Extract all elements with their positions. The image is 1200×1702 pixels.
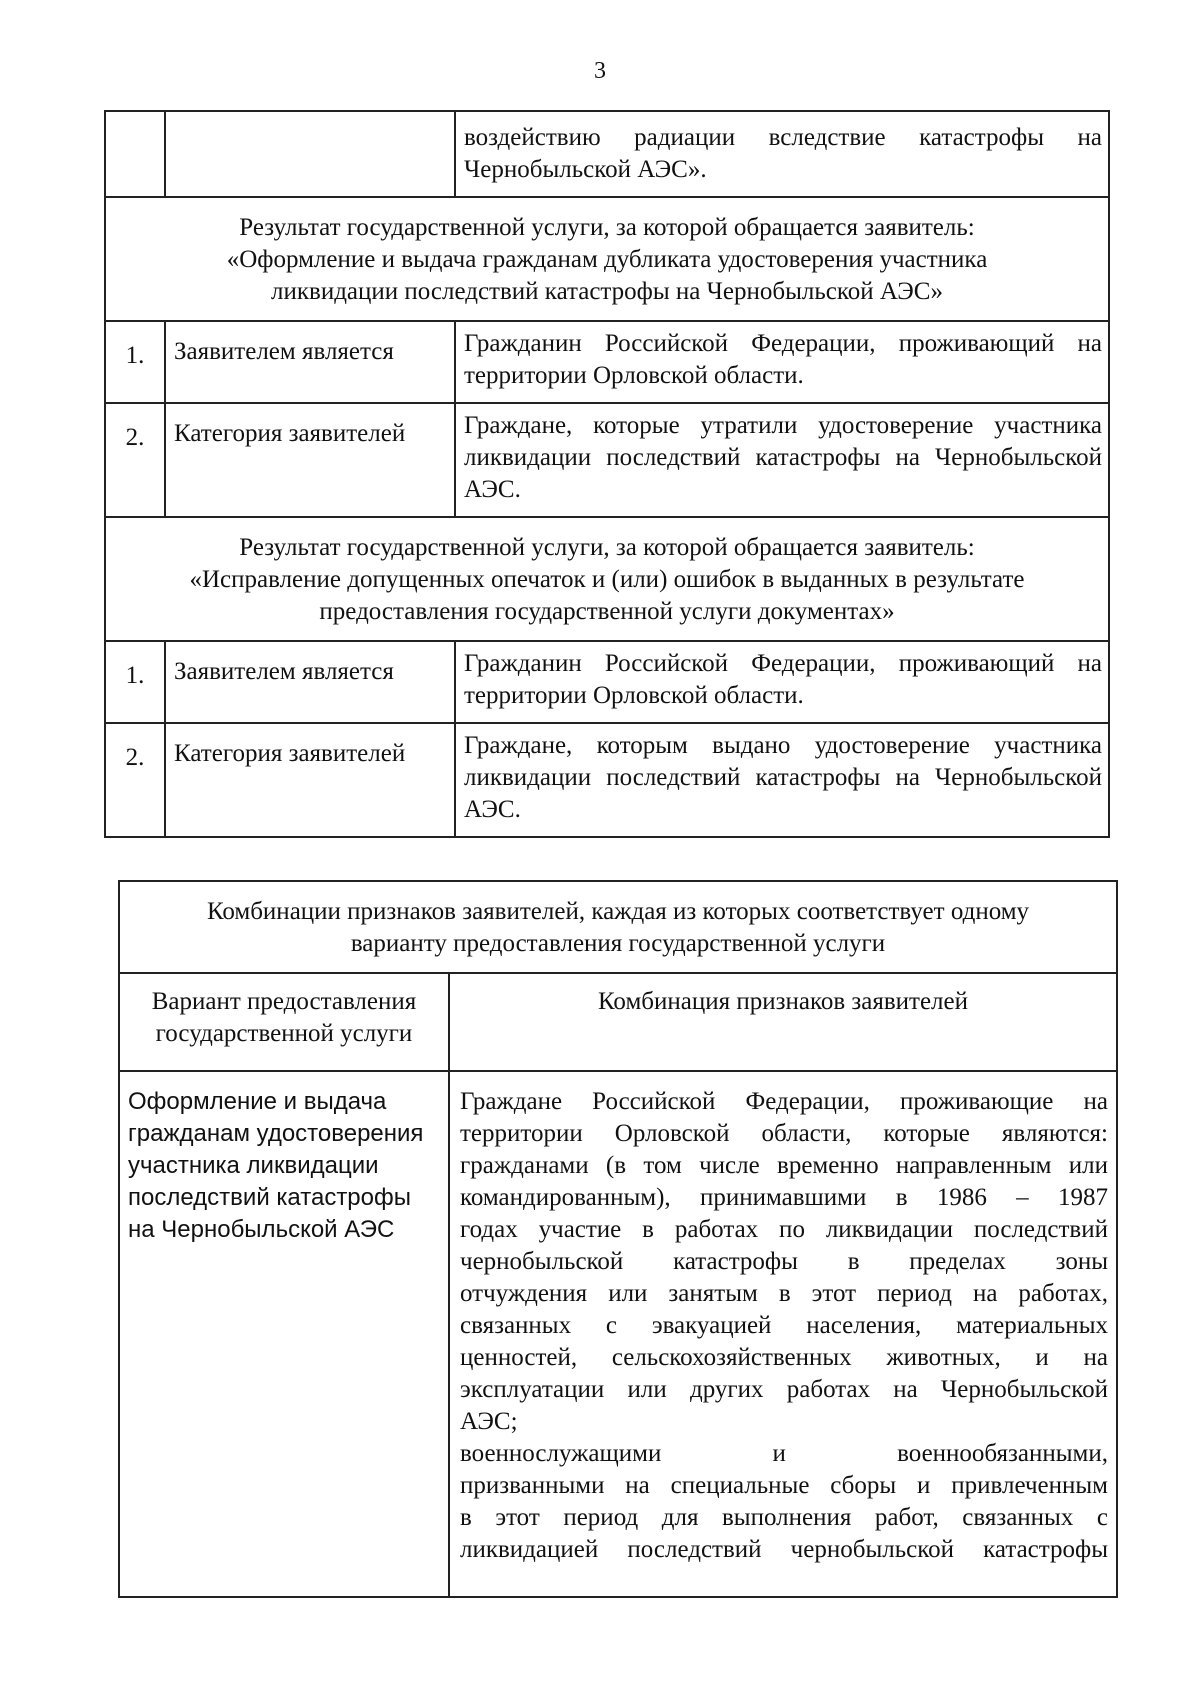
row-value: Гражданин Российской Федерации, проживающий на территории Орловской области.	[455, 321, 1109, 403]
combination-line: чернобыльской катастрофы в пределах зоны	[460, 1248, 1108, 1275]
table-heading-row	[119, 881, 1117, 973]
continuation-text: воздействию радиации вследствие катастрофы на Чернобыльской АЭС».	[455, 111, 1109, 197]
empty-cell	[105, 111, 165, 197]
combination-line: в этот период для выполнения работ, связанных с	[460, 1504, 1108, 1531]
column-header-variant: Вариант предоставления государственной услуги	[119, 973, 449, 1071]
table-row	[105, 403, 1109, 517]
combination-line: отчуждения или занятым в этот период на работах,	[460, 1280, 1108, 1307]
combination-cell	[449, 1071, 1117, 1597]
row-label: Заявителем является	[165, 641, 455, 723]
row-label: Заявителем является	[165, 321, 455, 403]
combination-line: эксплуатации или других работах на Чернобыльской	[460, 1376, 1108, 1403]
combination-line: военнослужащими и военнообязанными,	[460, 1440, 1108, 1467]
combination-line: командированным), принимавшими в 1986 – 1987	[460, 1184, 1108, 1211]
table-row	[105, 723, 1109, 837]
table-row	[105, 641, 1109, 723]
section-heading-row	[105, 517, 1109, 641]
combination-line: территории Орловской области, которые являются:	[460, 1120, 1108, 1147]
combination-line: гражданами (в том числе временно направленным или	[460, 1152, 1108, 1179]
combinations-heading: Комбинации признаков заявителей, каждая из которых соответствует одному варианту предоставления государственной услуги	[119, 881, 1117, 973]
row-number: 2.	[105, 723, 165, 837]
section-heading-corrections: Результат государственной услуги, за которой обращается заявитель: «Исправление допущенных опечаток и (или) ошибок в выданных в результате предоставления государственной услуги документах»	[105, 517, 1109, 641]
combination-line: годах участие в работах по ликвидации последствий	[460, 1216, 1108, 1243]
row-label: Категория заявителей	[165, 403, 455, 517]
table-row	[105, 321, 1109, 403]
applicant-info-table	[104, 110, 1110, 838]
page-number: 3	[594, 58, 606, 84]
row-number: 2.	[105, 403, 165, 517]
table-row	[105, 111, 1109, 197]
combination-line: призванными на специальные сборы и привлеченным	[460, 1472, 1108, 1499]
row-value: Гражданин Российской Федерации, проживающий на территории Орловской области.	[455, 641, 1109, 723]
combination-line: Граждане Российской Федерации, проживающие на	[460, 1088, 1108, 1115]
variant-cell: Оформление и выдача гражданам удостоверения участника ликвидации последствий катастрофы на Чернобыльской АЭС	[119, 1071, 449, 1597]
empty-cell	[165, 111, 455, 197]
row-number: 1.	[105, 321, 165, 403]
combination-line: ценностей, сельскохозяйственных животных, и на	[460, 1344, 1108, 1371]
combination-line: АЭС;	[460, 1408, 518, 1435]
section-heading-row	[105, 197, 1109, 321]
row-label: Категория заявителей	[165, 723, 455, 837]
row-value: Граждане, которым выдано удостоверение участника ликвидации последствий катастрофы на Чернобыльской АЭС.	[455, 723, 1109, 837]
row-value: Граждане, которые утратили удостоверение участника ликвидации последствий катастрофы на Чернобыльской АЭС.	[455, 403, 1109, 517]
section-heading-duplicate: Результат государственной услуги, за которой обращается заявитель: «Оформление и выдача гражданам дубликата удостоверения участника ликвидации последствий катастрофы на Чернобыльской АЭС»	[105, 197, 1109, 321]
column-header-row	[119, 973, 1117, 1071]
column-header-combination: Комбинация признаков заявителей	[449, 973, 1117, 1071]
combination-line: ликвидацией последствий чернобыльской катастрофы	[460, 1536, 1108, 1563]
combination-line: связанных с эвакуацией населения, материальных	[460, 1312, 1108, 1339]
row-number: 1.	[105, 641, 165, 723]
applicant-combinations-table	[118, 880, 1118, 1598]
table-row	[119, 1071, 1117, 1597]
